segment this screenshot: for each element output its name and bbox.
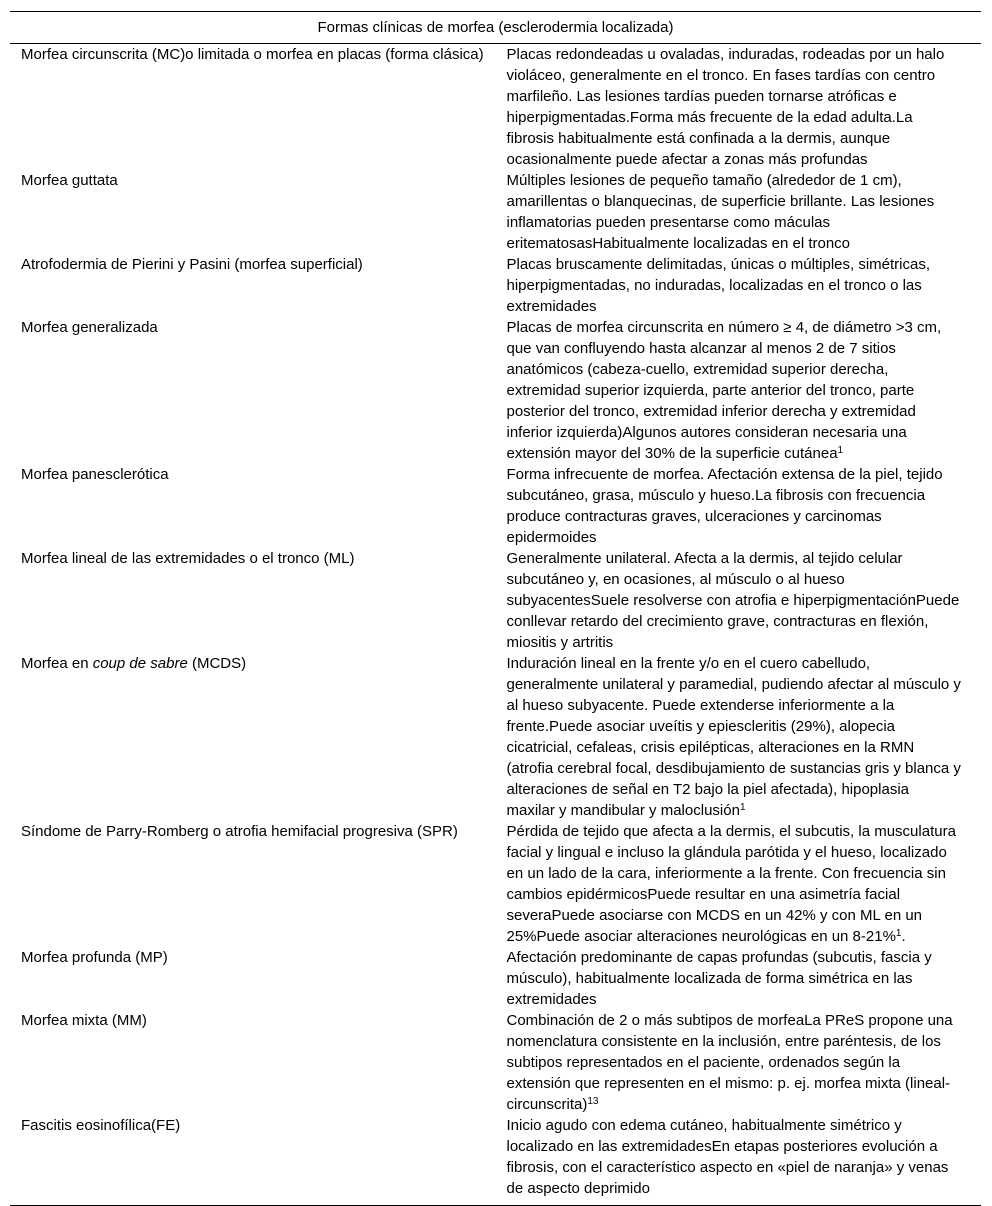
table-row (10, 548, 981, 653)
form-description (496, 653, 982, 821)
form-name: Morfea mixta (MM) (21, 1012, 147, 1029)
table-row (10, 254, 981, 317)
description-tail: . (901, 928, 906, 945)
table-row (10, 1115, 981, 1206)
description-text: Pérdida de tejido que afecta a la dermis, el subcutis, la musculatura facial y lingual e incluso la glándula parótida y el hueso, localizado en un lado de la cara, inferiormente a la frente. Con frecuencia sin cambios epidérmicosPuede resultar en una asimetría facial severaPuede asociarse con MCDS en un 42% y con ML en un 25%Puede asociar alteraciones neurológicas en un 8-21% (506, 823, 956, 945)
form-name: Morfea panesclerótica (21, 466, 169, 483)
morfea-forms-table (10, 11, 981, 1206)
form-name: Morfea lineal de las extremidades o el tronco (ML) (21, 550, 355, 567)
table-header-row (10, 12, 981, 44)
form-name: Fascitis eosinofílica(FE) (10, 1115, 496, 1206)
form-name (10, 653, 496, 821)
description-text: Combinación de 2 o más subtipos de morfeaLa PReS propone una nomenclatura consistente en la inclusión, entre paréntesis, de los subtipos representados en el paciente, ordenados según la extensión que representen en el mismo: p. ej. morfea mixta (lineal-circunscrita) (506, 1012, 953, 1113)
form-description (496, 317, 982, 464)
form-description: Inicio agudo con edema cutáneo, habitualmente simétrico y localizado en las extremidadesEn etapas posteriores evolución a fibrosis, con el característico aspecto en «piel de naranja» y venas de aspecto deprimido (496, 1115, 982, 1206)
form-description: Múltiples lesiones de pequeño tamaño (alrededor de 1 cm), amarillentas o blanquecinas, de superficie brillante. Las lesiones inflamatorias pueden presentarse como máculas eritematosasHabitualmente localizadas en el tronco (506, 172, 935, 252)
form-description: Placas redondeadas u ovaladas, induradas, rodeadas por un halo violáceo, generalmente en el tronco. En fases tardías con centro marfileño. Las lesiones tardías pueden tornarse atróficas e hiperpigmentadas.Forma más frecuente de la edad adulta.La fibrosis habitualmente está confinada a la dermis, aunque ocasionalmente puede afectar a zonas más profundas (506, 46, 945, 168)
form-description: Forma infrecuente de morfea. Afectación extensa de la piel, tejido subcutáneo, grasa, músculo y hueso.La fibrosis con frecuencia produce contracturas graves, ulceraciones y carcinomas epidermoides (506, 466, 943, 546)
table-title: Formas clínicas de morfea (esclerodermia localizada) (10, 12, 981, 44)
form-name: Síndome de Parry-Romberg o atrofia hemifacial progresiva (SPR) (21, 823, 458, 840)
table-row (10, 44, 981, 171)
form-description (496, 1010, 982, 1115)
form-name: Morfea profunda (MP) (21, 949, 168, 966)
table-row (10, 317, 981, 464)
table-row (10, 170, 981, 254)
description-text: Placas de morfea circunscrita en número ≥ 4, de diámetro >3 cm, que van confluyendo hasta alcanzar al menos 2 de 7 sitios anatómicos (cabeza-cuello, extremidad superior derecha, extremidad superior izquierda, parte anterior del tronco, parte posterior del tronco, extremidad inferior derecha y extremidad inferior izquierda)Algunos autores consideran necesaria una extensión mayor del 30% de la superficie cutánea (506, 319, 942, 462)
form-name: Morfea generalizada (21, 319, 158, 336)
form-name: Morfea guttata (21, 172, 118, 189)
name-prefix: Morfea en (21, 655, 93, 672)
form-description: Placas bruscamente delimitadas, únicas o múltiples, simétricas, hiperpigmentadas, no induradas, localizadas en el tronco o las extremidades (506, 256, 931, 315)
table-row (10, 947, 981, 1010)
form-description: Generalmente unilateral. Afecta a la dermis, al tejido celular subcutáneo y, en ocasiones, al músculo o al hueso subyacentesSuele resolverse con atrofia e hiperpigmentaciónPuede conllevar retardo del crecimiento grave, contracturas en flexión, miositis y artritis (506, 550, 960, 651)
form-name: Morfea circunscrita (MC)o limitada o morfea en placas (forma clásica) (21, 46, 484, 63)
reference-sup: 1 (895, 928, 902, 939)
reference-sup: 1 (739, 802, 746, 813)
morfea-table-container (10, 11, 981, 1206)
reference-sup: 13 (587, 1096, 599, 1107)
form-description (496, 821, 982, 947)
table-row (10, 653, 981, 821)
table-row (10, 464, 981, 548)
description-text: Induración lineal en la frente y/o en el cuero cabelludo, generalmente unilateral y paramedial, pudiendo afectar al músculo y al hueso subyacente. Puede extenderse inferiormente a la frente.Puede asociar uveítis y epiescleritis (29%), alopecia cicatricial, cefaleas, crisis epilépticas, alteraciones en la RMN (atrofia cerebral focal, desdibujamiento de sustancias gris y blanca y alteraciones de señal en T2 bajo la piel afectada), hipoplasia maxilar y mandibular y maloclusión (506, 655, 961, 819)
table-row (10, 1010, 981, 1115)
name-suffix: (MCDS) (187, 655, 247, 672)
name-italic: coup de sabre (92, 655, 188, 672)
reference-sup: 1 (837, 445, 844, 456)
form-name: Atrofodermia de Pierini y Pasini (morfea superficial) (21, 256, 363, 273)
form-description: Afectación predominante de capas profundas (subcutis, fascia y músculo), habitualmente localizada de forma simétrica en las extremidades (506, 949, 932, 1008)
table-row (10, 821, 981, 947)
